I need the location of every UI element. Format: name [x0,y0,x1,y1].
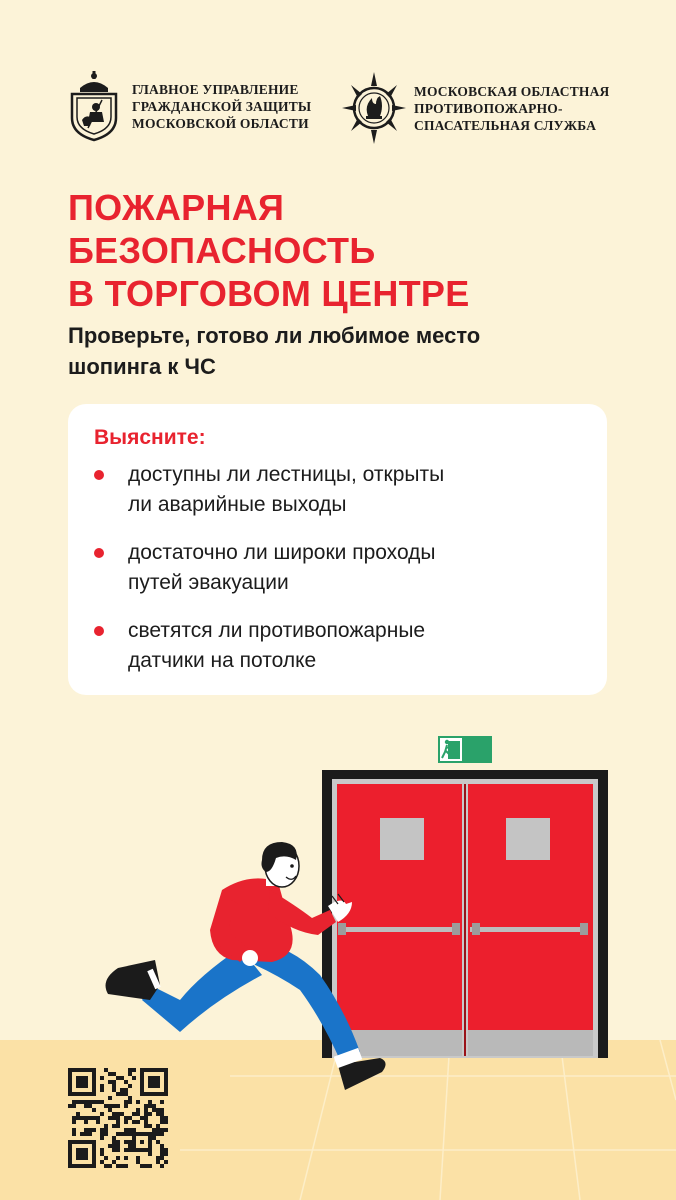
item-line: путей эвакуации [128,571,289,594]
item-line: ли аварийные выходы [128,493,347,516]
title-line: ПОЖАРНАЯ [68,187,285,228]
item-line: доступны ли лестницы, открыты [128,463,445,486]
item-line: датчики на потолке [128,649,317,672]
item-line: светятся ли противопожарные [128,619,426,642]
org-name-line: ГРАЖДАНСКОЙ ЗАЩИТЫ [132,98,312,114]
item-line: достаточно ли широки проходы [128,541,436,564]
org-name-line: ПРОТИВОПОЖАРНО- [414,100,563,116]
card-heading: Выясните: [94,426,206,449]
subtitle-line: шопинга к ЧС [68,354,216,379]
title-line: БЕЗОПАСНОСТЬ [68,230,376,271]
org-name-line: СПАСАТЕЛЬНАЯ СЛУЖБА [414,117,597,133]
subtitle-line: Проверьте, готово ли любимое место [68,323,481,348]
qr-code [68,1068,168,1168]
title-line: В ТОРГОВОМ ЦЕНТРЕ [68,273,470,314]
emergency-exit-sign-icon [438,736,492,763]
org-name-line: МОСКОВСКАЯ ОБЛАСТНАЯ [414,83,610,99]
org-name-line: МОСКОВСКОЙ ОБЛАСТИ [132,115,309,131]
org-name-line: ГЛАВНОЕ УПРАВЛЕНИЕ [132,81,299,97]
red-double-fire-doors [322,770,608,1058]
